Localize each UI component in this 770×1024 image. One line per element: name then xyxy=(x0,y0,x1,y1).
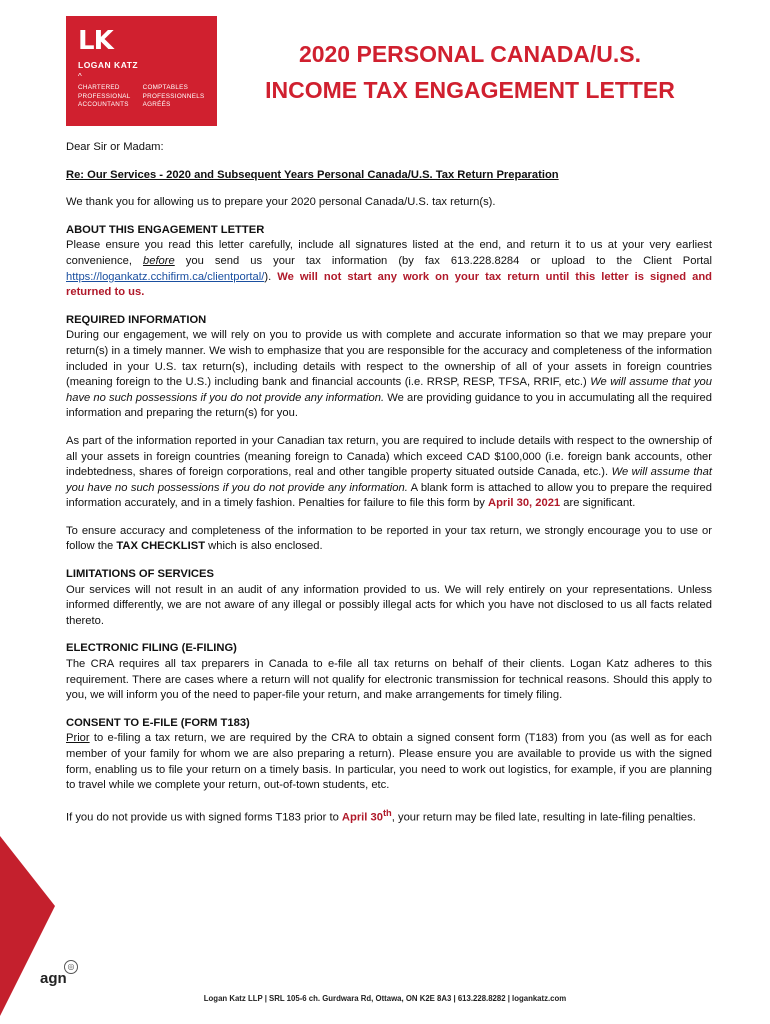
efiling-heading: ELECTRONIC FILING (E-FILING) xyxy=(66,642,237,655)
consent-paragraph-2: If you do not provide us with signed forms T183 prior to April 30th, your return may be filed late, resulting in late-filing penalties. xyxy=(66,807,696,824)
consent-paragraph-1: Prior to e-filing a tax return, we are required by the CRA to obtain a signed consent form (T183) from you (as well as for each member of your family for whom we are also preparing a return). Please ensure you are available to provide us with the signed form, enabling us to file your return on a timely basis. In particular, you need to work out logistics, for example, if you are planning to travel while we complete your return, out-of-town students, etc. xyxy=(66,732,712,792)
chevron-up-icon: ^ xyxy=(78,72,82,81)
re-line: Re: Our Services - 2020 and Subsequent Years Personal Canada/U.S. Tax Return Preparation xyxy=(66,168,559,181)
required-paragraph-1: During our engagement, we will rely on you to provide us with complete and accurate information so that we may prepare your return(s) in a timely manner. We wish to emphasize that you are responsible for the accuracy and completeness of the information included in your U.S. tax return(s), including details with respect to the ownership of all of your assets in foreign countries (meaning foreign to the U.S.) including bank and financial accounts (i.e. RRSP, RESP, TFSA, RRIF, etc.) We will assume that you have no such possessions if you do not provide any information. We are providing guidance to you in accumulating all the required information and preparing the return(s) for you. xyxy=(66,329,712,420)
agn-globe-icon: ◎ xyxy=(64,960,78,974)
company-logo xyxy=(66,16,217,126)
logo-french-designation: COMPTABLES PROFESSIONNELS AGRÉÉS xyxy=(142,84,205,108)
about-heading: ABOUT THIS ENGAGEMENT LETTER xyxy=(66,223,265,236)
efiling-paragraph: The CRA requires all tax preparers in Canada to e-file all tax returns on behalf of their clients. Logan Katz adheres to this requirement. There are cases where a return will not qualify for electronic transmission for technical reasons. Should this apply to you, we will inform you of the need to paper-file your return, and make arrangements for timely filing. xyxy=(66,658,712,702)
about-paragraph: Please ensure you read this letter carefully, include all signatures listed at the end, and return it to us at your very earliest convenience, before you send us your tax information (by fax 613.228.8284 or upload to the Client Portal https://logankatz.cchifirm.ca/clientportal/). We will not start any work on your tax return until this letter is signed and returned to us. xyxy=(66,239,712,299)
page-footer: Logan Katz LLP | SRL 105-6 ch. Gurdwara Rd, Ottawa, ON K2E 8A3 | 613.228.8282 | logankatz.com xyxy=(203,994,567,1003)
consent-heading: CONSENT TO E-FILE (FORM T183) xyxy=(66,716,250,729)
required-paragraph-2: As part of the information reported in your Canadian tax return, you are required to include details with respect to the ownership of all your assets in foreign countries (meaning foreign to Canada) which exceed CAD $100,000 (i.e. foreign bank accounts, other indebtedness, shares of foreign corporations, real and other tangible property situated outside Canada, etc.). We will assume that you have no such possessions if you do not provide any information. A blank form is attached to allow you to prepare the required information accurately, and in a timely fashion. Penalties for failure to file this form by April 30, 2021 are significant. xyxy=(66,434,713,510)
letter-title: 2020 PERSONAL CANADA/U.S. INCOME TAX ENGAGEMENT LETTER xyxy=(265,41,675,103)
limitations-paragraph: Our services will not result in an audit of any information provided to us. We will rely entirely on your representations. Unless informed differently, we are not aware of any illegal or possibly illegal acts for which you have not disclosed to us all facts related thereto. xyxy=(66,583,712,627)
logo-designations xyxy=(78,84,205,110)
logo-english-designation: CHARTERED PROFESSIONAL ACCOUNTANTS xyxy=(78,84,131,108)
required-paragraph-3: To ensure accuracy and completeness of the information to be reported in your tax return, we strongly encourage you to use or follow the TAX CHECKLIST which is also enclosed. xyxy=(66,524,712,553)
agn-logo: agn ◎ xyxy=(40,960,80,990)
logo-mark: LK xyxy=(78,26,113,56)
limitations-heading: LIMITATIONS OF SERVICES xyxy=(66,568,214,581)
client-portal-link[interactable]: https://logankatz.cchifirm.ca/clientportal/ xyxy=(66,270,265,283)
logo-brand-name: LOGAN KATZ xyxy=(78,60,139,70)
required-heading: REQUIRED INFORMATION xyxy=(66,313,207,326)
salutation: Dear Sir or Madam: xyxy=(66,141,164,153)
intro-paragraph: We thank you for allowing us to prepare your 2020 personal Canada/U.S. tax return(s). xyxy=(66,196,496,209)
letter-body xyxy=(66,140,712,826)
